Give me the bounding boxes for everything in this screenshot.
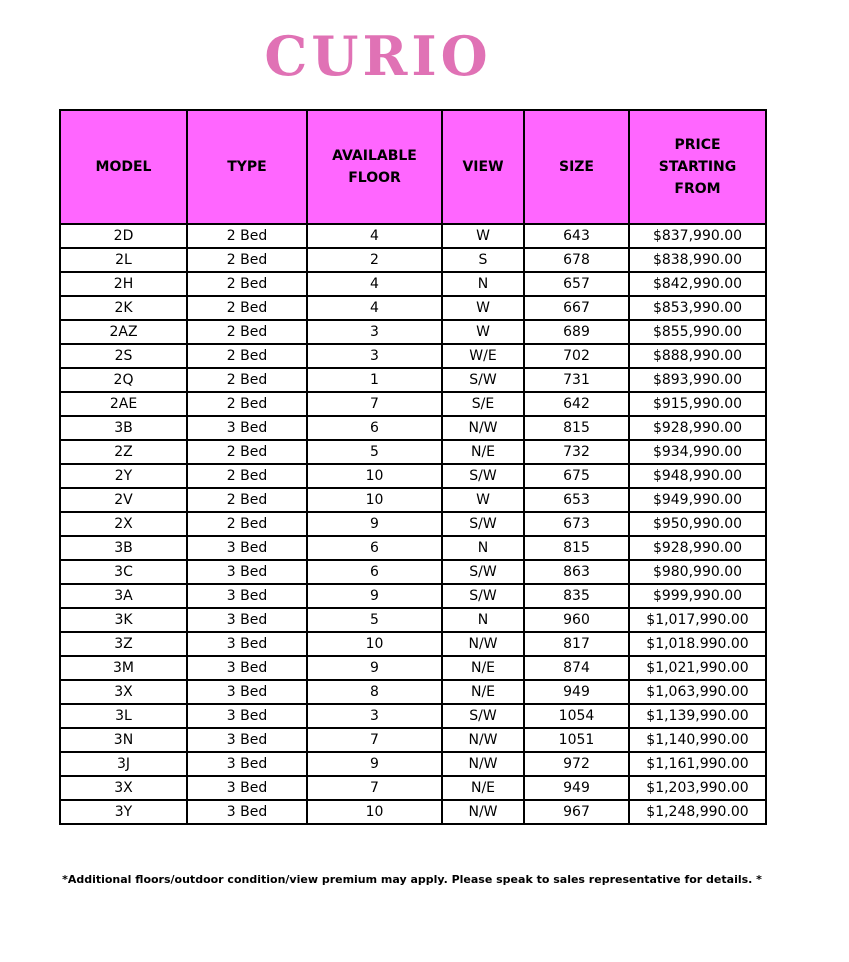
model-cell: 3N [60,728,187,752]
view-cell: W [442,224,524,248]
type-cell: 3 Bed [187,680,307,704]
model-cell: 3A [60,584,187,608]
floor-cell: 5 [307,608,442,632]
view-cell: S/E [442,392,524,416]
floor-cell: 9 [307,512,442,536]
model-cell: 3B [60,416,187,440]
size-cell: 678 [524,248,629,272]
type-cell: 3 Bed [187,656,307,680]
type-cell: 3 Bed [187,560,307,584]
type-cell: 2 Bed [187,320,307,344]
model-cell: 2Q [60,368,187,392]
table-row [60,488,766,512]
floor-cell: 4 [307,272,442,296]
price-cell: $1,063,990.00 [629,680,766,704]
price-cell: $1,021,990.00 [629,656,766,680]
model-column-header: MODEL [60,110,187,224]
table-row [60,752,766,776]
model-cell: 3Z [60,632,187,656]
model-cell: 2L [60,248,187,272]
type-cell: 2 Bed [187,392,307,416]
view-cell: S/W [442,512,524,536]
size-column-header: SIZE [524,110,629,224]
size-cell: 960 [524,608,629,632]
table-row [60,368,766,392]
table-row [60,536,766,560]
size-cell: 1054 [524,704,629,728]
size-cell: 731 [524,368,629,392]
size-cell: 817 [524,632,629,656]
table-header-row [60,110,766,224]
price-cell: $888,990.00 [629,344,766,368]
table-row [60,320,766,344]
view-cell: N/E [442,440,524,464]
floor-cell: 6 [307,536,442,560]
curio-logo: CURIO [264,24,492,88]
floor-cell: 7 [307,728,442,752]
table-row [60,392,766,416]
table-row [60,464,766,488]
floor-header-line2: FLOOR [348,170,401,186]
view-cell: N/E [442,680,524,704]
size-cell: 642 [524,392,629,416]
view-cell: N/W [442,800,524,824]
type-cell: 3 Bed [187,776,307,800]
price-cell: $928,990.00 [629,536,766,560]
price-cell: $842,990.00 [629,272,766,296]
price-cell: $1,139,990.00 [629,704,766,728]
table-body [60,224,766,824]
size-cell: 657 [524,272,629,296]
view-cell: N/W [442,416,524,440]
type-cell: 3 Bed [187,752,307,776]
floor-column-header [307,110,442,224]
type-cell: 3 Bed [187,608,307,632]
model-cell: 2V [60,488,187,512]
table-row [60,776,766,800]
floor-cell: 6 [307,560,442,584]
view-cell: W [442,488,524,512]
table-row [60,632,766,656]
size-cell: 667 [524,296,629,320]
size-cell: 967 [524,800,629,824]
floor-cell: 5 [307,440,442,464]
size-cell: 702 [524,344,629,368]
view-cell: S/W [442,368,524,392]
view-cell: S/W [442,464,524,488]
type-cell: 2 Bed [187,368,307,392]
price-cell: $1,017,990.00 [629,608,766,632]
view-cell: N [442,536,524,560]
type-cell: 2 Bed [187,464,307,488]
size-cell: 815 [524,416,629,440]
type-cell: 3 Bed [187,536,307,560]
type-cell: 3 Bed [187,416,307,440]
price-header-line2: STARTING [658,159,737,175]
floor-cell: 10 [307,488,442,512]
floor-cell: 4 [307,296,442,320]
price-cell: $1,203,990.00 [629,776,766,800]
size-cell: 675 [524,464,629,488]
size-cell: 643 [524,224,629,248]
price-cell: $1,248,990.00 [629,800,766,824]
price-cell: $928,990.00 [629,416,766,440]
floor-cell: 3 [307,344,442,368]
table-row [60,440,766,464]
table-row [60,272,766,296]
price-table [59,109,767,825]
table-row [60,344,766,368]
view-cell: S/W [442,560,524,584]
model-cell: 3C [60,560,187,584]
floor-cell: 8 [307,680,442,704]
type-cell: 3 Bed [187,800,307,824]
size-cell: 653 [524,488,629,512]
model-cell: 2Y [60,464,187,488]
table-row [60,800,766,824]
model-cell: 2Z [60,440,187,464]
size-cell: 815 [524,536,629,560]
table-row [60,584,766,608]
floor-cell: 7 [307,392,442,416]
price-cell: $1,140,990.00 [629,728,766,752]
view-column-header: VIEW [442,110,524,224]
price-cell: $949,990.00 [629,488,766,512]
view-cell: N [442,608,524,632]
type-cell: 2 Bed [187,272,307,296]
size-cell: 1051 [524,728,629,752]
type-cell: 2 Bed [187,512,307,536]
view-cell: N/E [442,656,524,680]
type-cell: 3 Bed [187,704,307,728]
price-column-header [629,110,766,224]
size-cell: 863 [524,560,629,584]
size-cell: 732 [524,440,629,464]
model-cell: 3X [60,680,187,704]
table-row [60,512,766,536]
floor-cell: 4 [307,224,442,248]
model-cell: 3K [60,608,187,632]
type-cell: 2 Bed [187,224,307,248]
price-cell: $838,990.00 [629,248,766,272]
price-cell: $1,018.990.00 [629,632,766,656]
model-cell: 3X [60,776,187,800]
type-cell: 2 Bed [187,248,307,272]
price-cell: $934,990.00 [629,440,766,464]
table-row [60,680,766,704]
floor-cell: 10 [307,464,442,488]
price-cell: $853,990.00 [629,296,766,320]
price-header-line1: PRICE [674,137,721,153]
size-cell: 689 [524,320,629,344]
floor-cell: 6 [307,416,442,440]
model-cell: 3B [60,536,187,560]
price-cell: $855,990.00 [629,320,766,344]
type-cell: 3 Bed [187,584,307,608]
model-cell: 2AZ [60,320,187,344]
model-cell: 2H [60,272,187,296]
size-cell: 673 [524,512,629,536]
floor-header-line1: AVAILABLE [332,148,417,164]
table-row [60,608,766,632]
view-cell: W [442,296,524,320]
type-cell: 2 Bed [187,488,307,512]
price-cell: $980,990.00 [629,560,766,584]
type-cell: 2 Bed [187,440,307,464]
table-row [60,248,766,272]
view-cell: S/W [442,704,524,728]
type-cell: 2 Bed [187,296,307,320]
footnote: *Additional floors/outdoor condition/view premium may apply. Please speak to sales representative for details. * [62,873,762,886]
model-cell: 3L [60,704,187,728]
table-row [60,416,766,440]
model-cell: 2X [60,512,187,536]
view-cell: S [442,248,524,272]
model-cell: 2S [60,344,187,368]
model-cell: 2AE [60,392,187,416]
view-cell: N/E [442,776,524,800]
floor-cell: 9 [307,584,442,608]
price-cell: $893,990.00 [629,368,766,392]
view-cell: N/W [442,728,524,752]
model-cell: 3M [60,656,187,680]
size-cell: 972 [524,752,629,776]
type-cell: 3 Bed [187,728,307,752]
size-cell: 835 [524,584,629,608]
type-column-header: TYPE [187,110,307,224]
view-cell: N/W [442,752,524,776]
view-cell: S/W [442,584,524,608]
price-cell: $948,990.00 [629,464,766,488]
table-row [60,728,766,752]
model-cell: 2D [60,224,187,248]
floor-cell: 1 [307,368,442,392]
model-cell: 3J [60,752,187,776]
price-cell: $1,161,990.00 [629,752,766,776]
floor-cell: 10 [307,632,442,656]
view-cell: N/W [442,632,524,656]
size-cell: 949 [524,776,629,800]
price-cell: $915,990.00 [629,392,766,416]
size-cell: 874 [524,656,629,680]
price-cell: $950,990.00 [629,512,766,536]
size-cell: 949 [524,680,629,704]
floor-cell: 9 [307,656,442,680]
model-cell: 3Y [60,800,187,824]
type-cell: 2 Bed [187,344,307,368]
floor-cell: 2 [307,248,442,272]
price-cell: $999,990.00 [629,584,766,608]
view-cell: W/E [442,344,524,368]
table-row [60,704,766,728]
floor-cell: 3 [307,704,442,728]
floor-cell: 3 [307,320,442,344]
table-row [60,560,766,584]
view-cell: N [442,272,524,296]
floor-cell: 10 [307,800,442,824]
model-cell: 2K [60,296,187,320]
table-row [60,224,766,248]
price-header-line3: FROM [674,181,721,197]
table-row [60,296,766,320]
floor-cell: 9 [307,752,442,776]
floor-cell: 7 [307,776,442,800]
type-cell: 3 Bed [187,632,307,656]
view-cell: W [442,320,524,344]
price-cell: $837,990.00 [629,224,766,248]
table-row [60,656,766,680]
